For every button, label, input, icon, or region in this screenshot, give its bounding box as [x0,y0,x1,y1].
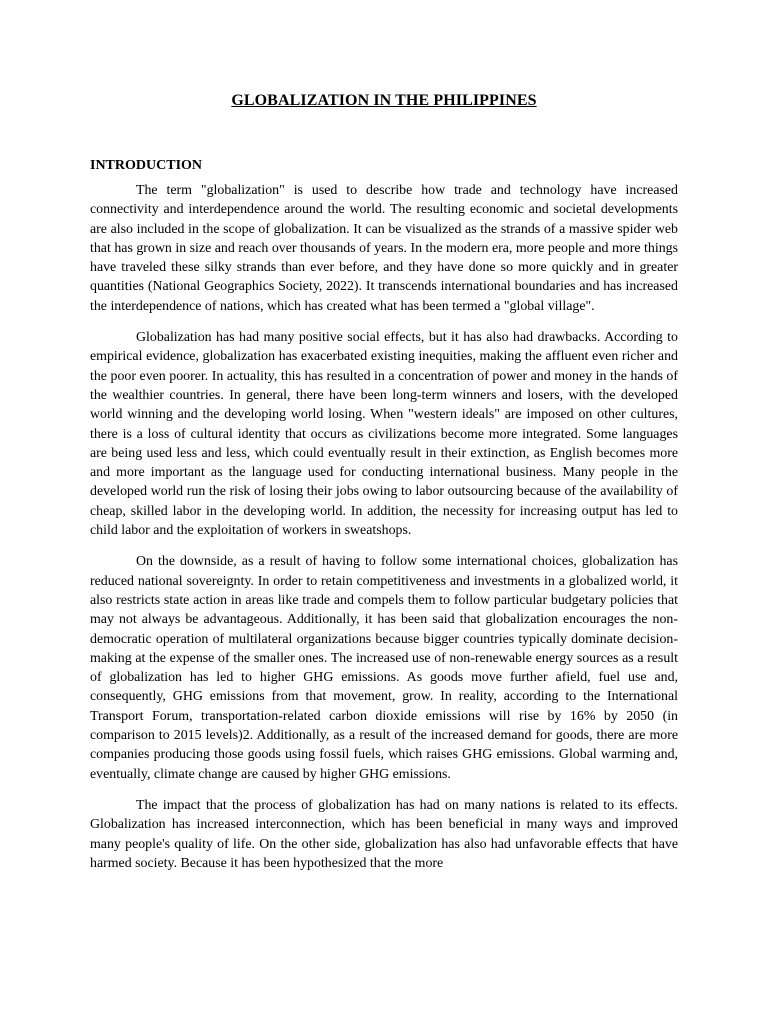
paragraph-3: On the downside, as a result of having to follow some international choices, globalization has reduced national sovereignty. In order to retain competitiveness and investments in a globalized world, it also restricts state action in areas like trade and compels them to follow particular budgetary policies that may not always be advantageous. Additionally, it has been said that globalization encourages the non-democratic operation of multilateral organizations because bigger countries typically dominate decision-making at the expense of the smaller ones. The increased use of non-renewable energy sources as a result of globalization has led to higher GHG emissions. As goods move further afield, fuel use and, consequently, GHG emissions from that movement, grow. In reality, according to the International Transport Forum, transportation-related carbon dioxide emissions will rise by 16% by 2050 (in comparison to 2015 levels)2. Additionally, as a result of the increased demand for goods, there are more companies producing those goods using fossil fuels, which raises GHG emissions. Global warming and, eventually, climate change are caused by higher GHG emissions. [90,554,678,782]
paragraph-4: The impact that the process of globalization has had on many nations is related to its effects. Globalization has increased interconnection, which has been beneficial in many ways and improved many people's quality of life. On the other side, globalization has also had unfavorable effects that have harmed society. Because it has been hypothesized that the more [90,797,678,871]
section-heading-introduction: INTRODUCTION [90,158,203,173]
paragraph-1: The term "globalization" is used to describe how trade and technology have increased connectivity and interdependence around the world. The resulting economic and societal developments are also included in the scope of globalization. It can be visualized as the strands of a massive spider web that has grown in size and reach over thousands of years. In the modern era, more people and more things have traveled these silky strands than ever before, and they have done so more quickly and in greater quantities (National Geographics Society, 2022). It transcends international boundaries and has increased the interdependence of nations, which has created what has been termed a "global village". [90,183,678,314]
paragraph-2: Globalization has had many positive social effects, but it has also had drawbacks. According to empirical evidence, globalization has exacerbated existing inequities, making the affluent even richer and the poor even poorer. In actuality, this has resulted in a concentration of power and money in the hands of the wealthier countries. In general, there have been long-term winners and losers, with the developed world winning and the developing world losing. When "western ideals" are imposed on other cultures, there is a loss of cultural identity that occurs as civilizations become more integrated. Some languages are being used less and less, which could eventually result in their extinction, as English becomes more and more important as the language used for conducting international business. Many people in the developed world run the risk of losing their jobs owing to labor outsourcing because of the availability of cheap, skilled labor in the developing world. In addition, the necessity for increasing output has led to child labor and the exploitation of workers in sweatshops. [90,330,678,539]
document-title: GLOBALIZATION IN THE PHILIPPINES [231,92,537,109]
document-page [90,92,678,885]
